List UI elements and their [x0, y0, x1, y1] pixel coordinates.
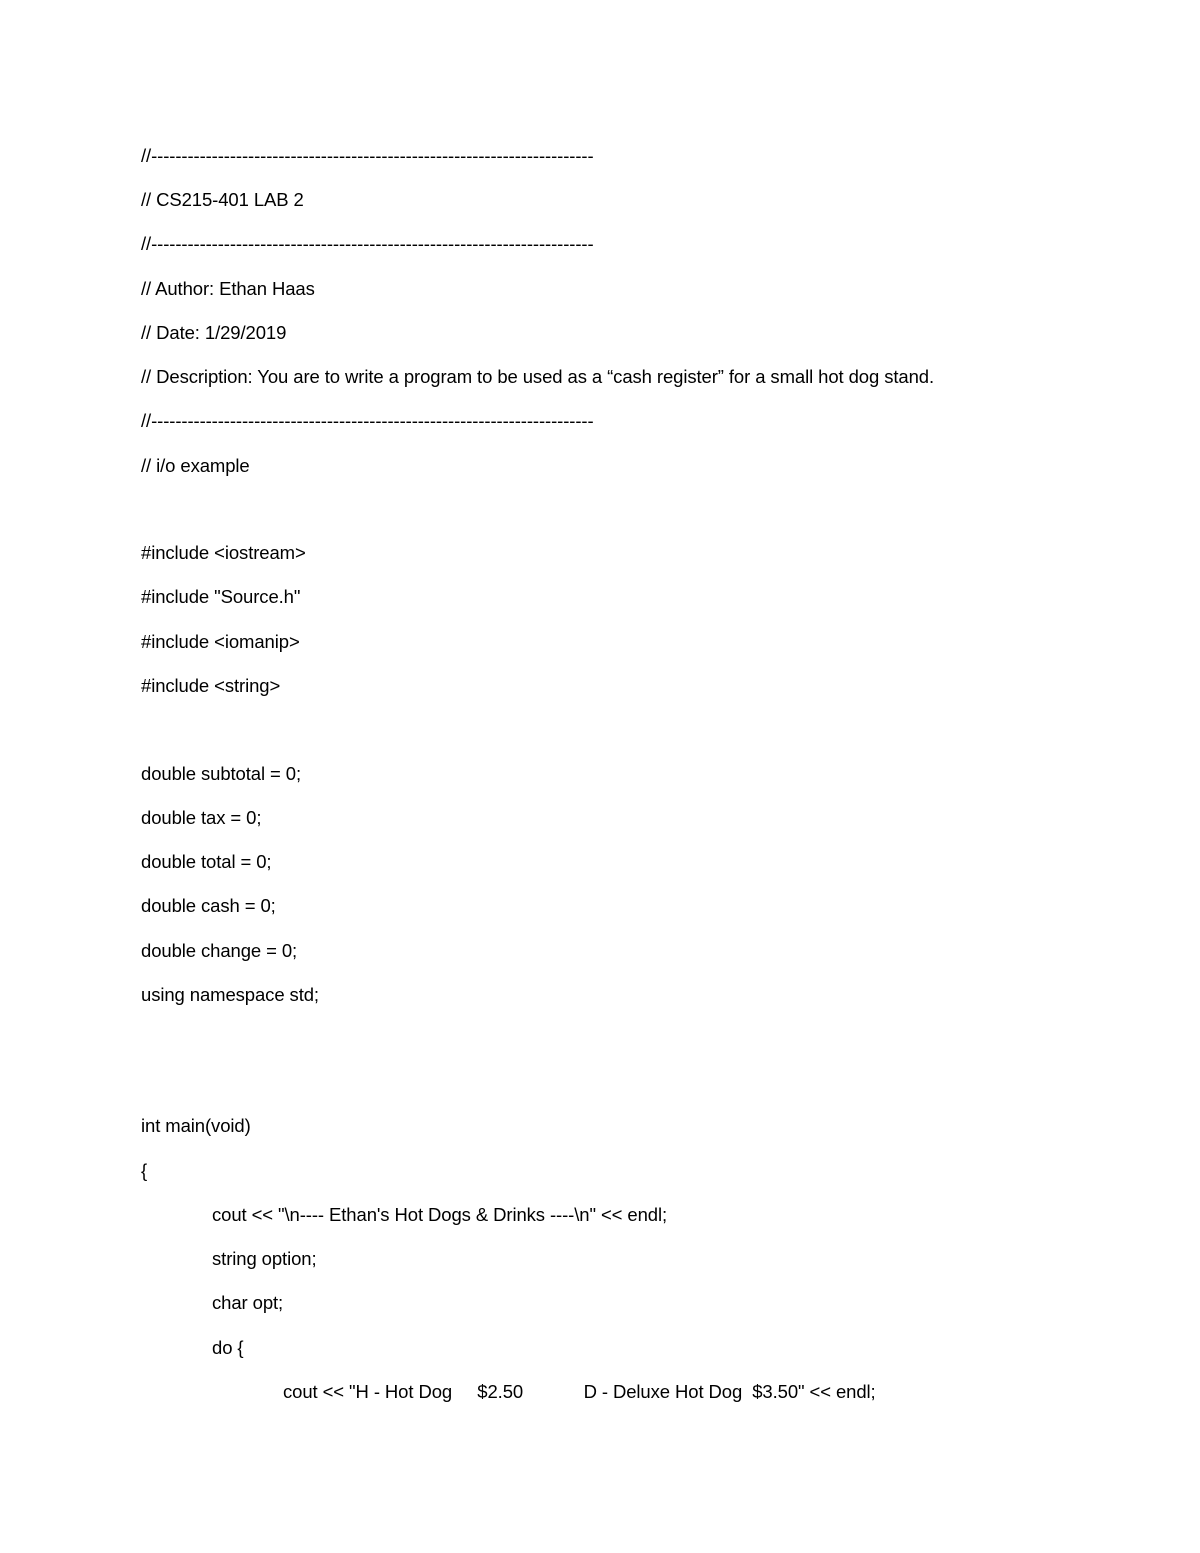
- code-line: cout << "\n---- Ethan's Hot Dogs & Drinks ----\n" << endl;: [212, 1204, 668, 1225]
- separator-comment: //-------------------------------------------------------------------------: [141, 145, 594, 166]
- include-line: #include <string>: [141, 675, 281, 696]
- declaration-line: double change = 0;: [141, 940, 298, 961]
- include-line: #include <iostream>: [141, 542, 306, 563]
- separator-comment: //-------------------------------------------------------------------------: [141, 410, 594, 431]
- code-line: string option;: [212, 1248, 317, 1269]
- code-line: char opt;: [212, 1292, 284, 1313]
- declaration-line: double total = 0;: [141, 851, 272, 872]
- main-signature: int main(void): [141, 1115, 251, 1136]
- date-comment: // Date: 1/29/2019: [141, 322, 287, 343]
- declaration-line: double tax = 0;: [141, 807, 262, 828]
- include-line: #include "Source.h": [141, 586, 301, 607]
- io-example-comment: // i/o example: [141, 455, 250, 476]
- course-comment: // CS215-401 LAB 2: [141, 189, 304, 210]
- declaration-line: double cash = 0;: [141, 895, 276, 916]
- declaration-line: double subtotal = 0;: [141, 763, 302, 784]
- code-line: cout << "H - Hot Dog $2.50 D - Deluxe Hot Dog $3.50" << endl;: [283, 1381, 876, 1402]
- code-line: do {: [212, 1337, 244, 1358]
- namespace-line: using namespace std;: [141, 984, 319, 1005]
- include-line: #include <iomanip>: [141, 631, 300, 652]
- author-comment: // Author: Ethan Haas: [141, 278, 315, 299]
- separator-comment: //-------------------------------------------------------------------------: [141, 233, 594, 254]
- description-comment: // Description: You are to write a program to be used as a “cash register” for a small hot dog stand.: [141, 366, 935, 387]
- open-brace: {: [141, 1160, 148, 1181]
